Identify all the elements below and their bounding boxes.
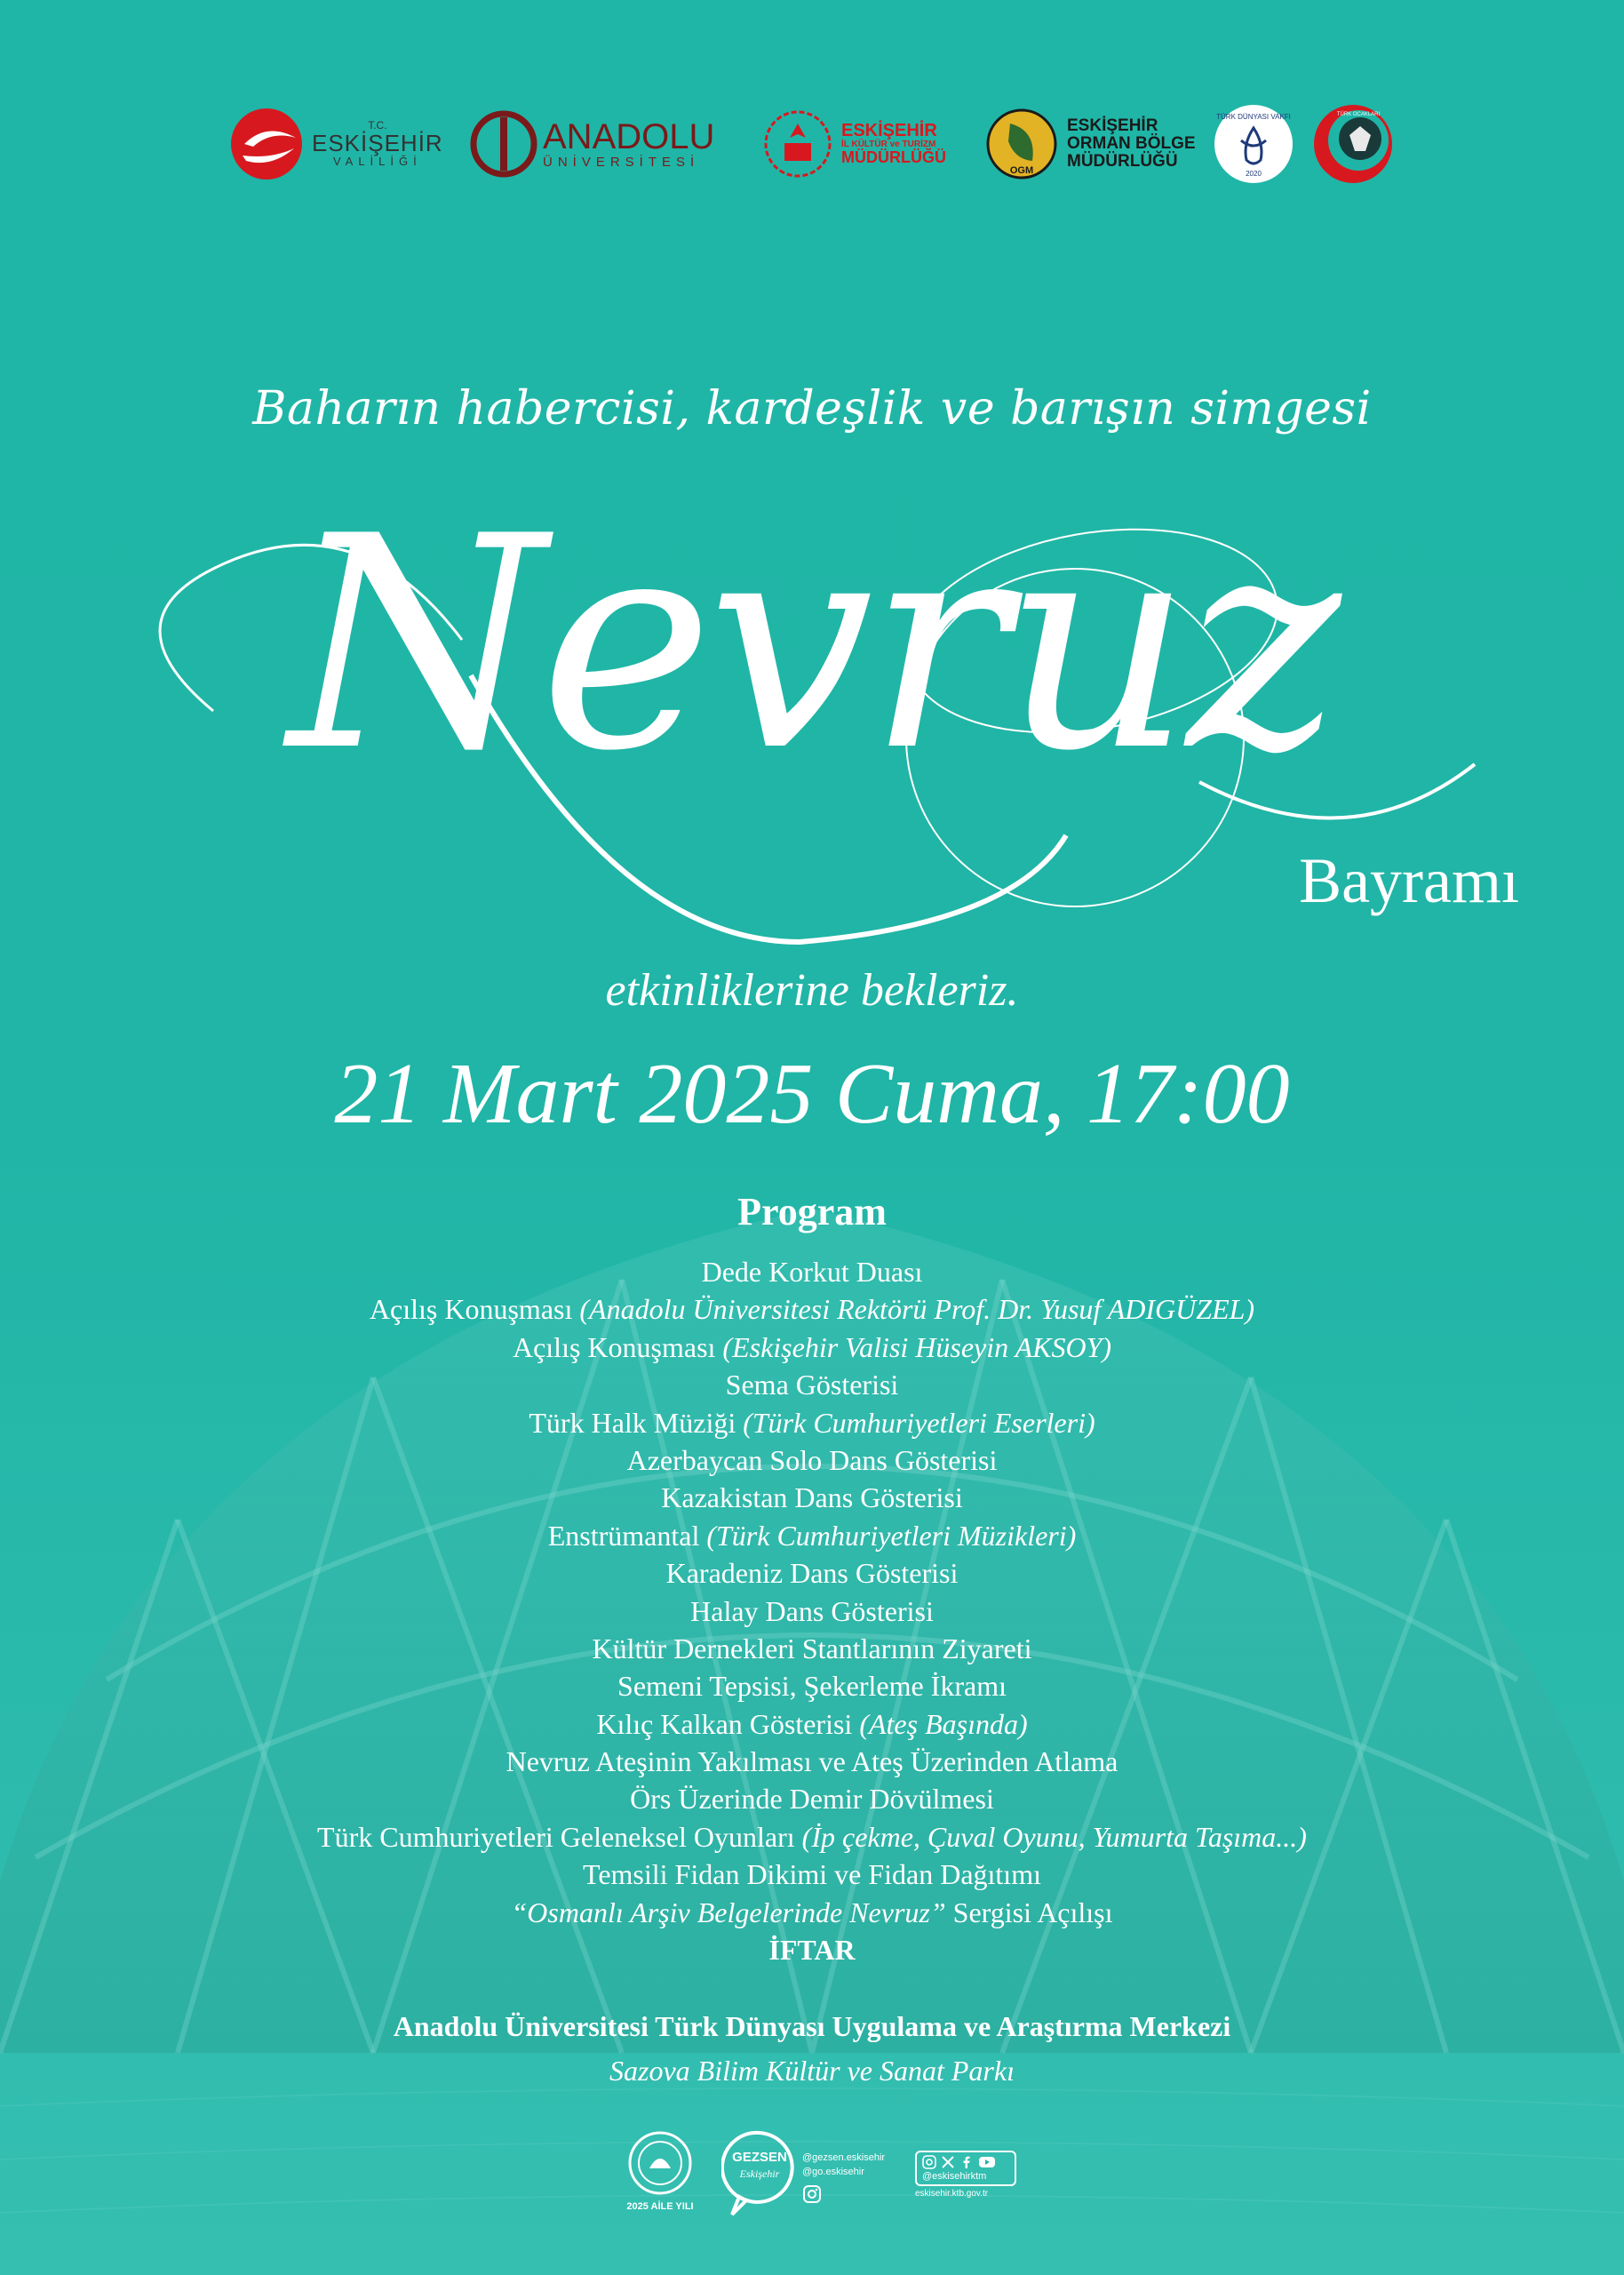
kultur-line3: MÜDÜRLÜĞÜ	[841, 148, 946, 167]
valilik-logo	[227, 100, 444, 188]
valilik-tc: T.C.	[368, 119, 387, 132]
anadolu-emblem-icon	[468, 108, 539, 180]
youtube-icon[interactable]	[978, 2155, 996, 2169]
program-item-note: (İp çekme, Çuval Oyunu, Yumurta Taşıma...)	[801, 1820, 1307, 1853]
x-twitter-icon[interactable]	[941, 2155, 955, 2169]
ogm-emblem-icon	[983, 106, 1060, 182]
turk-ocaklari-ring-text: TÜRK OCAKLARI	[1336, 112, 1381, 117]
program-item-text: Karadeniz Dans Gösterisi	[665, 1557, 959, 1590]
gezsen-handle-2[interactable]: @go.eskisehir	[802, 2167, 864, 2177]
program-item-text: Kültür Dernekleri Stantlarının Ziyareti	[592, 1632, 1032, 1664]
orman-line1: ESKİŞEHİR	[1067, 116, 1158, 136]
program-list	[0, 1253, 1624, 1968]
program-item-note: (Türk Cumhuriyetleri Müzikleri)	[706, 1519, 1077, 1552]
logo-row	[227, 100, 1408, 188]
program-item-note: “Osmanlı Arşiv Belgelerinde Nevruz”	[511, 1896, 946, 1928]
valilik-sub: VALİLİĞİ	[332, 155, 422, 169]
gezsen-emblem-icon	[721, 2129, 798, 2218]
program-item-note: (Anadolu Üniversitesi Rektörü Prof. Dr. Yusuf ADIGÜZEL)	[579, 1293, 1255, 1326]
program-item-text: Dede Korkut Duası	[701, 1256, 923, 1288]
aile-yili-badge	[620, 2129, 700, 2212]
kultur-emblem-icon	[761, 108, 834, 180]
program-item	[0, 1780, 1624, 1817]
program-item-text: Nevruz Ateşinin Yakılması ve Ateş Üzerinden Atlama	[506, 1745, 1118, 1778]
program-item	[0, 1366, 1624, 1403]
program-item-note: (Eskişehir Valisi Hüseyin AKSOY)	[722, 1330, 1112, 1363]
program-item	[0, 1743, 1624, 1780]
invite-text: etkinliklerine bekleriz.	[605, 965, 1019, 1016]
program-item-text: Sergisi Açılışı	[945, 1896, 1113, 1928]
program-item-text: Açılış Konuşması	[369, 1293, 580, 1326]
kultur-line2: İL KÜLTÜR ve TURİZM	[841, 139, 936, 149]
ktm-social-box	[915, 2151, 1016, 2186]
program-item-note: (Ateş Başında)	[859, 1707, 1028, 1740]
venue-name: Anadolu Üniversitesi Türk Dünyası Uygulama ve Araştırma Merkezi	[393, 2010, 1231, 2042]
program-item-text: Örs Üzerinde Demir Dövülmesi	[630, 1783, 994, 1816]
ktm-social	[915, 2151, 1039, 2199]
ogm-badge-text: OGM	[1009, 165, 1034, 176]
wolf-emblem-icon	[1309, 100, 1397, 188]
program-item	[0, 1441, 1624, 1479]
program-item	[0, 1667, 1624, 1704]
gezsen-sub: Eskişehir	[739, 2167, 780, 2180]
program-item-text: Temsili Fidan Dikimi ve Fidan Dağıtımı	[583, 1858, 1041, 1891]
instagram-icon[interactable]	[802, 2184, 822, 2204]
program-item	[0, 1856, 1624, 1893]
program-item-note: (Türk Cumhuriyetleri Eserleri)	[743, 1406, 1095, 1439]
social-icons	[922, 2155, 1009, 2169]
subtitle-bayrami: Bayramı	[1299, 845, 1519, 916]
program-item	[0, 1630, 1624, 1667]
program-item-text: Semeni Tepsisi, Şekerleme İkramı	[617, 1670, 1007, 1703]
turk-ocaklari-logo	[1309, 100, 1397, 188]
orman-line2: ORMAN BÖLGE	[1067, 134, 1196, 154]
aile-yili-emblem-icon	[626, 2129, 694, 2197]
anadolu-logo	[468, 100, 735, 188]
program-item-text: Türk Cumhuriyetleri Geleneksel Oyunları	[317, 1820, 802, 1853]
program-item	[0, 1479, 1624, 1516]
valilik-emblem-icon	[227, 104, 306, 184]
program-item-text: Kazakistan Dans Gösterisi	[661, 1481, 963, 1514]
tulip-emblem-icon	[1211, 101, 1296, 187]
title-nevruz: Nevruz	[288, 474, 1336, 815]
program-item	[0, 1404, 1624, 1441]
program-item-text: Türk Halk Müziği	[529, 1406, 744, 1439]
gezsen-title: GEZSEN	[732, 2150, 787, 2165]
anadolu-sub: ÜNİVERSİTESİ	[543, 155, 700, 171]
program-item	[0, 1517, 1624, 1554]
ktb-website[interactable]: eskisehir.ktb.gov.tr	[915, 2189, 989, 2199]
ktm-handle[interactable]: @eskisehirktm	[922, 2171, 987, 2182]
program-item	[0, 1894, 1624, 1931]
program-item	[0, 1818, 1624, 1856]
program-item-text: Sema Gösterisi	[725, 1369, 899, 1401]
anadolu-name: ANADOLU	[543, 117, 715, 157]
orman-logo	[983, 100, 1206, 188]
turk-dunyasi-year: 2020	[1246, 170, 1262, 178]
kultur-line1: ESKİŞEHİR	[841, 120, 937, 140]
program-item-text: İFTAR	[768, 1934, 856, 1967]
program-item	[0, 1253, 1624, 1290]
program-title: Program	[737, 1190, 887, 1233]
turk-dunyasi-ring-text: TÜRK DÜNYASI VAKFI	[1216, 113, 1291, 121]
program-item	[0, 1705, 1624, 1743]
program-item	[0, 1329, 1624, 1366]
program-item-text: Açılış Konuşması	[512, 1330, 723, 1363]
event-date: 21 Mart 2025 Cuma, 17:00	[334, 1046, 1290, 1142]
tagline: Baharın habercisi, kardeşlik ve barışın simgesi	[252, 382, 1372, 435]
turk-dunyasi-logo	[1211, 100, 1300, 188]
valilik-name: ESKİŞEHİR	[312, 129, 443, 156]
gezsen-handle-1[interactable]: @gezsen.eskisehir	[802, 2152, 886, 2163]
gezsen-logo	[721, 2129, 801, 2223]
aile-yili-label: 2025 AİLE YILI	[626, 2201, 694, 2212]
facebook-icon[interactable]	[959, 2155, 974, 2169]
program-item-text: Azerbaycan Solo Dans Gösterisi	[626, 1443, 998, 1476]
program-item	[0, 1931, 1624, 1968]
program-item	[0, 1592, 1624, 1630]
orman-line3: MÜDÜRLÜĞÜ	[1067, 151, 1178, 171]
program-item-text: Enstrümantal	[547, 1519, 707, 1552]
kultur-logo	[761, 100, 975, 188]
instagram-icon[interactable]	[922, 2155, 936, 2169]
program-item	[0, 1554, 1624, 1592]
program-item	[0, 1290, 1624, 1328]
venue-park: Sazova Bilim Kültür ve Sanat Parkı	[609, 2055, 1015, 2087]
program-item-text: Kılıç Kalkan Gösterisi	[596, 1707, 860, 1740]
program-item-text: Halay Dans Gösterisi	[690, 1594, 934, 1627]
footer	[0, 2129, 1624, 2236]
gezsen-handles	[802, 2151, 885, 2208]
